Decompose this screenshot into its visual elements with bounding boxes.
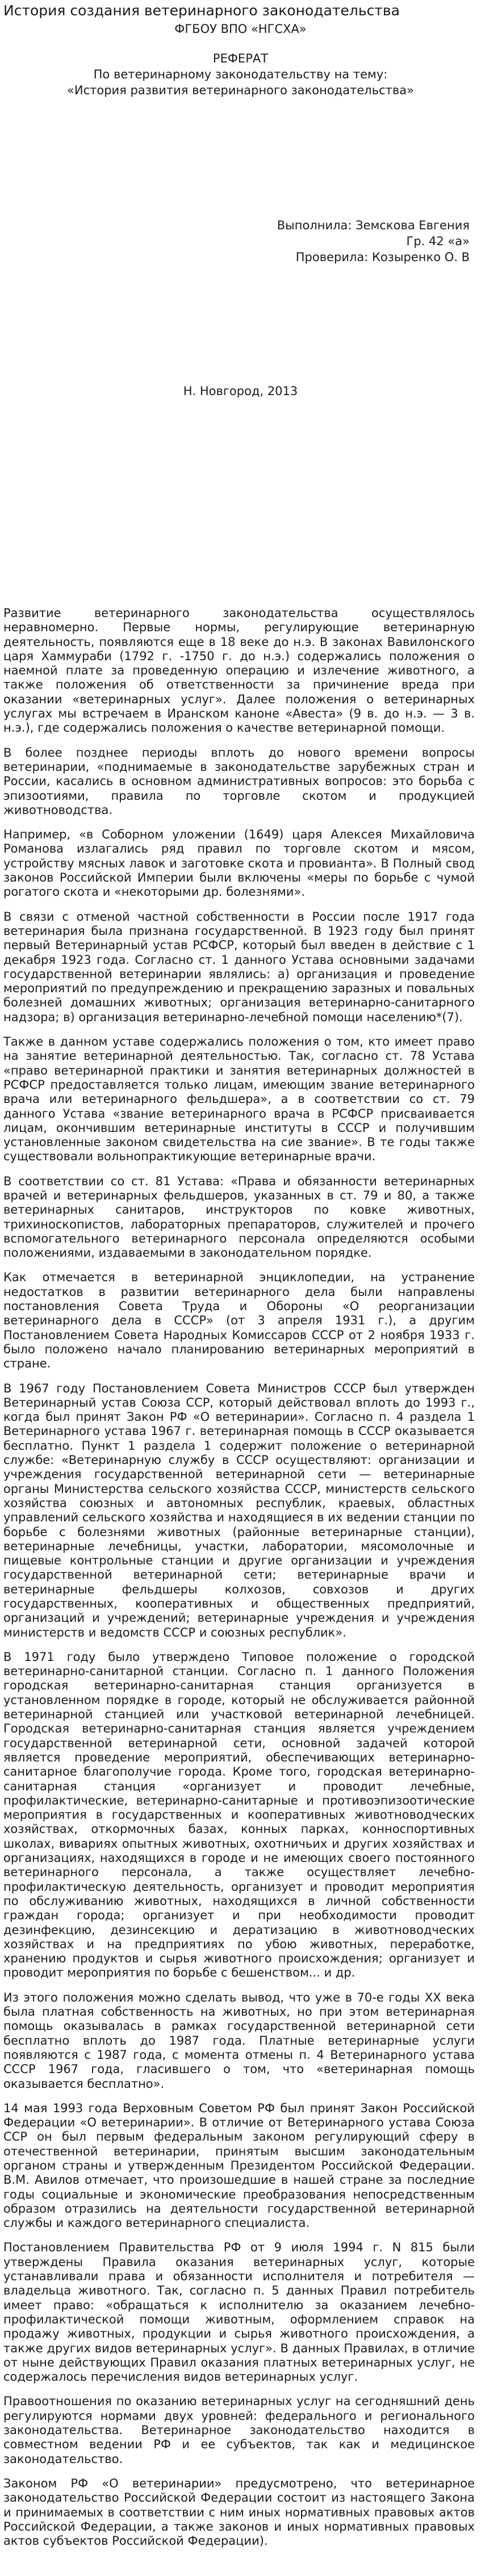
essay-body [3,606,475,2558]
paragraph: Также в данном уставе содержались положения о том, кто имеет право на занятие ветеринарной деятельностью. Так, согласно ст. 78 Устава «право ветеринарной практики и занятия ветеринарных должностей в РСФСР предоставляется только лицам, имеющим звание ветеринарного врача или ветеринарного фельдшера», а в соответствии со ст. 79 данного Устава «звание ветеринарного врача в РСФСР присваивается лицам, окончившим ветеринарные институты в СССР и получившим установленные законом свидетельства на сие звание». В те годы также существовали вольнопрактикующие ветеринарные врачи. [3,1035,475,1164]
paragraph: Постановлением Правительства РФ от 9 июля 1994 г. N 815 были утверждены Правила оказания ветеринарных услуг, которые устанавливали права и обязанности исполнителя и потребителя — владельца животного. Так, согласно п. 5 данных Правил потребитель имеет право: «обращаться к исполнителю за оказанием лечебно-профилактической помощи животным, оформлением справок на продажу животных, продукции и сырья животного происхождения, а также других видов ветеринарных услуг». В данных Правилах, в отличие от ныне действующих Правил оказания платных ветеринарных услуг, не содержалось перечисления видов ветеринарных услуг. [3,2241,475,2384]
city-year: Н. Новгород, 2013 [183,384,298,398]
paragraph: Например, «в Соборном уложении (1649) царя Алексея Михайловича Романова излагались ряд правил по торговле скотом и мясом, устройству мясных лавок и заготовке скота и провианта». В Полный свод законов Российской Империи были включены «меры по борьбе с чумой рогатого скота и «некоторыми др. болезнями». [3,828,475,899]
institution-name: ФГБОУ ВПО «НГСХА» [174,22,307,36]
document-type: РЕФЕРАТ [212,52,269,65]
document-title: История создания ветеринарного законодательства [3,2,400,19]
paragraph: Законом РФ «О ветеринарии» предусмотрено, что ветеринарное законодательство Российской Федерации состоит из настоящего Закона и принимаемых в соответствии с ним иных нормативных правовых актов Российской Федерации, а также законов и иных нормативных правовых актов субъектов Российской Федерации). [3,2476,475,2548]
paragraph: В 1971 году было утверждено Типовое положение о городской ветеринарно-санитарной станции. Согласно п. 1 данного Положения городская ветеринарно-санитарная станция организуется в установленном порядке в городе, который не обслуживается районной ветеринарной станцией или участковой ветеринарной лечебницей. Городская ветеринарно-санитарная станция является учреждением государственной ветеринарной сети, основной задачей которой является проведение мероприятий, обеспечивающих ветеринарно-санитарное благополучие города. Кроме того, городская ветеринарно-санитарная станция «организует и проводит лечебные, профилактические, ветеринарно-санитарные и противоэпизоотические мероприятия в государственных и кооперативных животноводческих хозяйствах, откормочных базах, конных парках, конноспортивных школах, вивариях опытных животных, охотничьих и других хозяйствах и организациях, находящихся в городе и не имеющих своего постоянного ветеринарного персонала, а также осуществляет лечебно-профилактическую деятельность, организует и проводит мероприятия по обслуживанию животных, находящихся в личной собственности граждан города; организует и при необходимости проводит дезинфекцию, дезинсекцию и дератизацию в животноводческих хозяйствах и на предприятиях по убою животных, переработке, хранению продуктов и сырья животного происхождения; организует и проводит мероприятия по борьбе с бешенством... и др. [3,1650,475,1980]
group-line: Гр. 42 «а» [406,234,470,248]
topic-intro: По ветеринарному законодательству на тему: [93,68,388,81]
author-line: Выполнила: Земскова Евгения [277,219,470,232]
paragraph: В более позднее периоды вплоть до нового времени вопросы ветеринарии, «поднимаемые в законодательстве зарубежных стран и России, касались в основном административных вопросов: это борьба с эпизоотиями, правила по торговле скотом и продукцией животноводства. [3,745,475,817]
checker-line: Проверила: Козыренко О. В [295,250,470,264]
topic-title: «История развития ветеринарного законодательства» [67,83,414,97]
paragraph: В соответствии со ст. 81 Устава: «Права и обязанности ветеринарных врачей и ветеринарных фельдшеров, указанных в ст. 79 и 80, а также ветеринарных санитаров, инструкторов по ковке животных, трихиноскопистов, лабораторных препараторов, служителей и прочего вспомогательного ветеринарного персонала определяются особыми положениями, издаваемыми в законодательном порядке. [3,1174,475,1260]
paragraph: Из этого положения можно сделать вывод, что уже в 70-е годы XX века была платная собственность на животных, но при этом ветеринарная помощь оказывалась в рамках государственной ветеринарной сети бесплатно вплоть до 1987 года. Платные ветеринарные услуги появляются с 1987 года, с момента отмены п. 4 Ветеринарного устава СССР 1967 года, гласившего о том, что «ветеринарная помощь оказывается бесплатно». [3,1990,475,2091]
paragraph: В 1967 году Постановлением Совета Министров СССР был утвержден Ветеринарный устав Союза ССР, который действовал вплоть до 1993 г., когда был принят Закон РФ «О ветеринарии». Согласно п. 4 раздела 1 Ветеринарного устава 1967 г. ветеринарная помощь в СССР оказывается бесплатно. Пункт 1 раздела 1 содержит положение о ветеринарной службе: «Ветеринарную службу в СССР осуществляют: организации и учреждения государственной ветеринарной сети — ветеринарные органы Министерства сельского хозяйства СССР, министерств сельского хозяйства союзных и автономных республик, краевых, областных управлений сельского хозяйства и находящиеся в их ведении станции по борьбе с болезнями животных (районные ветеринарные станции), ветеринарные лечебницы, участки, лаборатории, мясомолочные и пищевые контрольные станции и другие организации и учреждения государственной ветеринарной сети; ветеринарные врачи и ветеринарные фельдшеры колхозов, совхозов и других государственных, кооперативных и общественных предприятий, организаций и учреждений; ветеринарные учреждения и учреждения министерств и ведомств СССР и союзных республик». [3,1381,475,1639]
paragraph: В связи с отменой частной собственности в России после 1917 года ветеринария была признана государственной. В 1923 году был принят первый Ветеринарный устав РСФСР, который был введен в действие с 1 декабря 1923 года. Согласно ст. 1 данного Устава основными задачами государственной ветеринарии являлись: а) организация и проведение мероприятий по предупреждению и прекращению заразных и повальных болезней домашних животных; организация ветеринарно-санитарного надзора; в) организация ветеринарно-лечебной помощи населению*(7). [3,909,475,1024]
paragraph: Развитие ветеринарного законодательства осуществлялось неравномерно. Первые нормы, регулирующие ветеринарную деятельность, появляются еще в 18 веке до н.э. В законах Вавилонского царя Хаммураби (1792 г. -1750 г. до н.э.) содержались положения о наемной плате за проведенную операцию и излечение животного, а также положения об ответственности за причинение вреда при оказании «ветеринарных услуг». Далее положения о ветеринарных услугах мы встречаем в Иранском каноне «Авеста» (9 в. до н.э. — 3 в. н.э.), где содержались положения о качестве ветеринарной помощи. [3,606,475,735]
paragraph: Как отмечается в ветеринарной энциклопедии, на устранение недостатков в развитии ветеринарного дела были направлены постановления Совета Труда и Обороны «О реорганизации ветеринарного дела в СССР» (от 3 апреля 1931 г.), а другим Постановлением Совета Народных Комиссаров СССР от 2 ноября 1933 г. было положено начало планированию ветеринарных мероприятий в стране. [3,1270,475,1371]
paragraph: Правоотношения по оказанию ветеринарных услуг на сегодняшний день регулируются нормами двух уровней: федерального и регионального законодательства. Ветеринарное законодательство находится в совместном ведении РФ и ее субъектов, так как и медицинское законодательство. [3,2394,475,2466]
paragraph: 14 мая 1993 года Верховным Советом РФ был принят Закон Российской Федерации «О ветеринарии». В отличие от Ветеринарного устава Союза ССР он был первым федеральным законом регулирующий сферу в отечественной ветеринарии, принятым высшим законодательным органом страны и утвержденным Президентом Российской Федерации. В.М. Авилов отмечает, что произошедшие в нашей стране за последние годы социальные и экономические преобразования непосредственным образом отразились на деятельности государственной ветеринарной службы и каждого ветеринарного специалиста. [3,2101,475,2230]
